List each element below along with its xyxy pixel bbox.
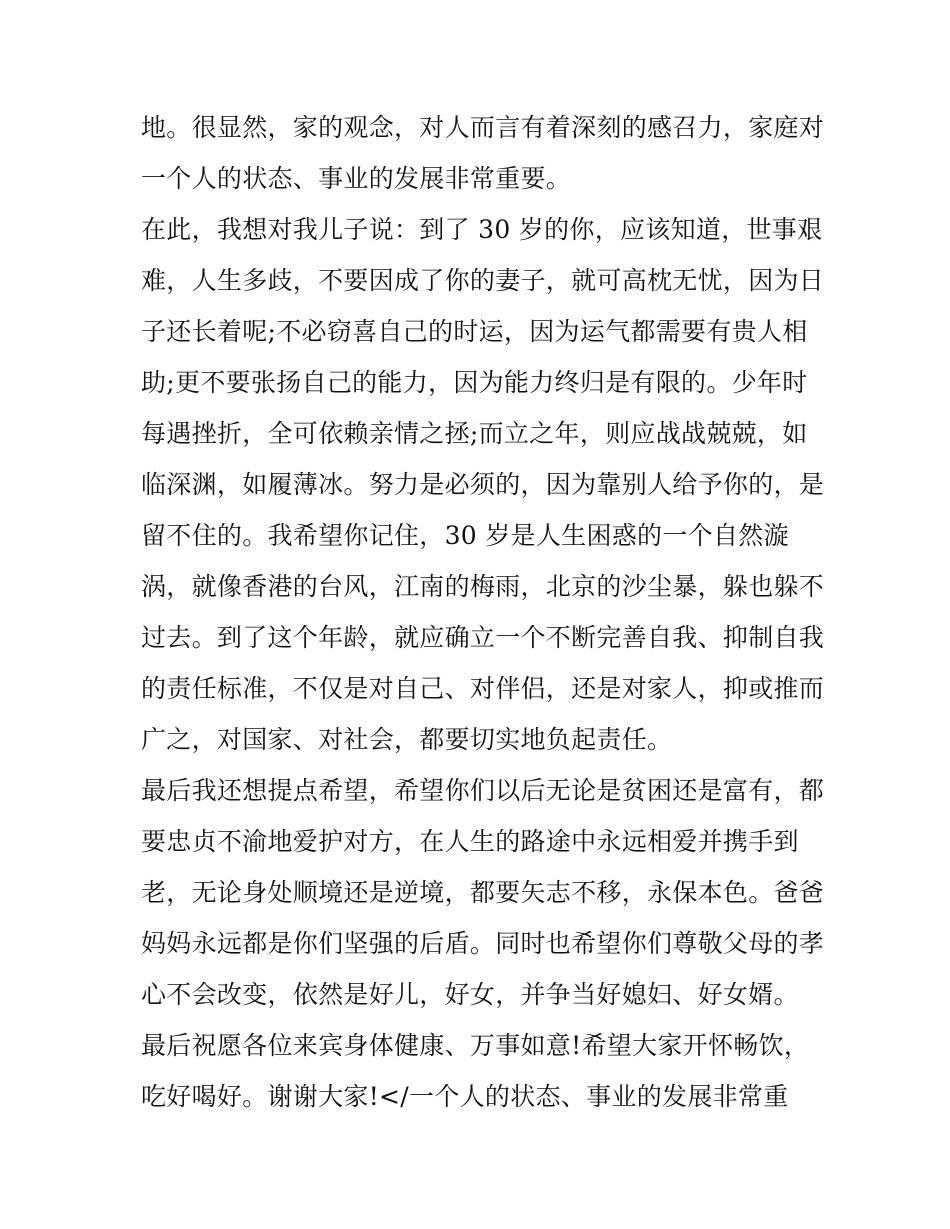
text-line: 临深渊，如履薄冰。努力是必须的，因为靠别人给予你的，是: [141, 470, 825, 499]
text-line: 在此，我想对我儿子说：到了 30 岁的你，应该知道，世事艰: [141, 215, 823, 244]
text-line: 广之，对国家、对社会，都要切实地负起责任。: [141, 725, 673, 754]
text-line: 子还长着呢;不必窃喜自己的时运，因为运气都需要有贵人相: [141, 317, 808, 346]
text-line: 地。很显然，家的观念，对人而言有着深刻的感召力，家庭对: [141, 113, 825, 142]
text-line: 老，无论身处顺境还是逆境，都要矢志不移，永保本色。爸爸: [141, 878, 825, 907]
body-text: [141, 108, 825, 1128]
text-line: 心不会改变，依然是好儿，好女，并争当好媳妇、好女婿。: [141, 980, 799, 1009]
text-line: 吃好喝好。谢谢大家!</一个人的状态、事业的发展非常重: [141, 1082, 789, 1111]
text-line: 每遇挫折，全可依赖亲情之拯;而立之年，则应战战兢兢，如: [141, 419, 808, 448]
text-line: 涡，就像香港的台风，江南的梅雨，北京的沙尘暴，躲也躲不: [141, 572, 825, 601]
text-line: 最后祝愿各位来宾身体健康、万事如意!希望大家开怀畅饮，: [141, 1031, 810, 1060]
text-line: 过去。到了这个年龄，就应确立一个不断完善自我、抑制自我: [141, 623, 825, 652]
text-line: 最后我还想提点希望，希望你们以后无论是贫困还是富有，都: [141, 776, 825, 805]
text-line: 一个人的状态、事业的发展非常重要。: [141, 164, 572, 193]
text-line: 妈妈永远都是你们坚强的后盾。同时也希望你们尊敬父母的孝: [141, 929, 825, 958]
text-line: 要忠贞不渝地爱护对方，在人生的路途中永远相爱并携手到: [141, 827, 799, 856]
text-line: 留不住的。我希望你记住，30 岁是人生困惑的一个自然漩: [141, 521, 789, 550]
text-line: 难，人生多歧，不要因成了你的妻子，就可高枕无忧，因为日: [141, 266, 825, 295]
text-line: 助;更不要张扬自己的能力，因为能力终归是有限的。少年时: [141, 368, 808, 397]
text-line: 的责任标准，不仅是对自己、对伴侣，还是对家人，抑或推而: [141, 674, 825, 703]
